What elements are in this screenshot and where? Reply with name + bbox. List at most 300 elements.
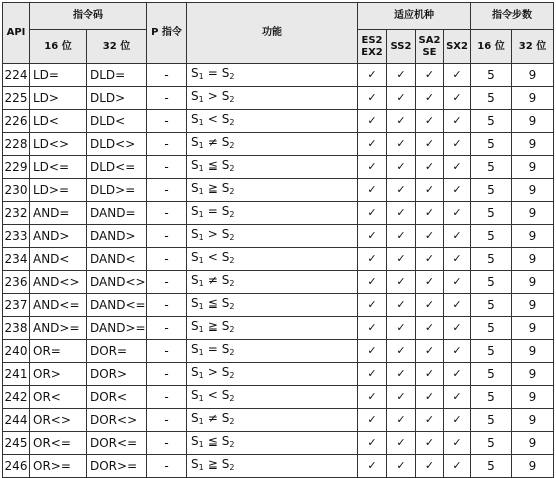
opcode-32bit-cell: DAND<=: [87, 294, 147, 317]
comparison-operator: =: [207, 66, 218, 80]
api-cell: 224: [3, 64, 30, 87]
steps-16bit-cell: 5: [471, 271, 512, 294]
check-es2-cell: ✓: [358, 432, 387, 455]
check-es2-cell: ✓: [358, 340, 387, 363]
header-steps-32bit: 32 位: [512, 30, 554, 64]
comparison-operator: =: [207, 342, 218, 356]
check-sa2-cell: ✓: [416, 64, 444, 87]
check-sa2-cell: ✓: [416, 87, 444, 110]
opcode-32bit-cell: DOR<>: [87, 409, 147, 432]
check-sx2-cell: ✓: [444, 271, 471, 294]
check-ss2-cell: ✓: [387, 202, 416, 225]
check-es2-cell: ✓: [358, 317, 387, 340]
function-cell: [187, 248, 358, 271]
check-ss2-cell: ✓: [387, 133, 416, 156]
check-ss2-cell: ✓: [387, 386, 416, 409]
p-instruction-cell: -: [147, 156, 187, 179]
operand-s1-subscript: 1: [198, 164, 204, 173]
check-sa2-cell: ✓: [416, 156, 444, 179]
header-model-es2-line2: EX2: [361, 46, 383, 58]
operand-s2: S: [221, 112, 230, 126]
api-cell: 233: [3, 225, 30, 248]
check-ss2-cell: ✓: [387, 432, 416, 455]
opcode-16bit-cell: LD<=: [30, 156, 87, 179]
check-sx2-cell: ✓: [444, 64, 471, 87]
header-model-es2: [358, 30, 387, 64]
steps-16bit-cell: 5: [471, 386, 512, 409]
operand-s1-subscript: 1: [198, 210, 204, 219]
opcode-16bit-cell: LD=: [30, 64, 87, 87]
check-ss2-cell: ✓: [387, 64, 416, 87]
opcode-32bit-cell: DLD<: [87, 110, 147, 133]
steps-32bit-cell: 9: [512, 110, 554, 133]
check-es2-cell: ✓: [358, 110, 387, 133]
steps-16bit-cell: 5: [471, 64, 512, 87]
operand-s2: S: [221, 319, 230, 333]
table-row: [3, 363, 554, 386]
opcode-32bit-cell: DOR<=: [87, 432, 147, 455]
opcode-32bit-cell: DOR<: [87, 386, 147, 409]
p-instruction-cell: -: [147, 133, 187, 156]
steps-32bit-cell: 9: [512, 156, 554, 179]
function-cell: [187, 386, 358, 409]
api-cell: 240: [3, 340, 30, 363]
table-row: [3, 294, 554, 317]
check-es2-cell: ✓: [358, 363, 387, 386]
opcode-32bit-cell: DAND<: [87, 248, 147, 271]
comparison-instruction-table: [2, 2, 554, 478]
function-cell: [187, 110, 358, 133]
check-es2-cell: ✓: [358, 156, 387, 179]
operand-s2: S: [221, 411, 230, 425]
check-sx2-cell: ✓: [444, 133, 471, 156]
check-sa2-cell: ✓: [416, 409, 444, 432]
operand-s1: S: [191, 457, 199, 471]
header-steps-16bit: 16 位: [471, 30, 512, 64]
operand-s1: S: [191, 296, 199, 310]
check-ss2-cell: ✓: [387, 110, 416, 133]
function-cell: [187, 133, 358, 156]
header-steps: 指令步数: [471, 3, 554, 30]
p-instruction-cell: -: [147, 87, 187, 110]
operand-s2: S: [221, 89, 230, 103]
check-sa2-cell: ✓: [416, 202, 444, 225]
table-row: [3, 64, 554, 87]
table-row: [3, 179, 554, 202]
operand-s1-subscript: 1: [198, 302, 204, 311]
steps-16bit-cell: 5: [471, 294, 512, 317]
header-model-sx2: SX2: [444, 30, 471, 64]
header-32bit: 32 位: [87, 30, 147, 64]
operand-s2: S: [221, 365, 230, 379]
operand-s1-subscript: 1: [198, 118, 204, 127]
opcode-16bit-cell: OR>: [30, 363, 87, 386]
check-sa2-cell: ✓: [416, 317, 444, 340]
steps-16bit-cell: 5: [471, 87, 512, 110]
check-sx2-cell: ✓: [444, 386, 471, 409]
opcode-32bit-cell: DLD>=: [87, 179, 147, 202]
operand-s1-subscript: 1: [198, 440, 204, 449]
operand-s1: S: [191, 273, 199, 287]
operand-s1: S: [191, 388, 199, 402]
check-es2-cell: ✓: [358, 455, 387, 478]
function-cell: [187, 202, 358, 225]
opcode-32bit-cell: DLD<=: [87, 156, 147, 179]
operand-s2: S: [221, 342, 230, 356]
table-row: [3, 271, 554, 294]
check-sx2-cell: ✓: [444, 248, 471, 271]
check-sa2-cell: ✓: [416, 271, 444, 294]
check-es2-cell: ✓: [358, 133, 387, 156]
check-ss2-cell: ✓: [387, 455, 416, 478]
steps-32bit-cell: 9: [512, 133, 554, 156]
operand-s2-subscript: 2: [229, 279, 235, 288]
check-es2-cell: ✓: [358, 386, 387, 409]
operand-s2: S: [221, 66, 230, 80]
function-cell: [187, 225, 358, 248]
api-cell: 236: [3, 271, 30, 294]
opcode-16bit-cell: OR<=: [30, 432, 87, 455]
comparison-operator: ≦: [207, 158, 218, 172]
opcode-32bit-cell: DAND=: [87, 202, 147, 225]
check-ss2-cell: ✓: [387, 156, 416, 179]
steps-16bit-cell: 5: [471, 317, 512, 340]
table-body: [3, 64, 554, 478]
check-ss2-cell: ✓: [387, 409, 416, 432]
opcode-16bit-cell: AND=: [30, 202, 87, 225]
operand-s1-subscript: 1: [198, 325, 204, 334]
operand-s1: S: [191, 89, 199, 103]
function-cell: [187, 432, 358, 455]
operand-s2-subscript: 2: [229, 141, 235, 150]
function-cell: [187, 317, 358, 340]
header-models: 适应机种: [358, 3, 471, 30]
operand-s2: S: [221, 250, 230, 264]
opcode-16bit-cell: AND>: [30, 225, 87, 248]
operand-s2-subscript: 2: [229, 187, 235, 196]
opcode-32bit-cell: DAND>=: [87, 317, 147, 340]
p-instruction-cell: -: [147, 64, 187, 87]
opcode-16bit-cell: AND>=: [30, 317, 87, 340]
check-ss2-cell: ✓: [387, 363, 416, 386]
operand-s1-subscript: 1: [198, 463, 204, 472]
comparison-operator: >: [207, 227, 218, 241]
function-cell: [187, 179, 358, 202]
operand-s2-subscript: 2: [229, 417, 235, 426]
operand-s1: S: [191, 112, 199, 126]
opcode-16bit-cell: OR<>: [30, 409, 87, 432]
opcode-16bit-cell: OR>=: [30, 455, 87, 478]
operand-s2-subscript: 2: [229, 233, 235, 242]
check-ss2-cell: ✓: [387, 340, 416, 363]
p-instruction-cell: -: [147, 340, 187, 363]
operand-s1: S: [191, 181, 199, 195]
steps-16bit-cell: 5: [471, 248, 512, 271]
check-sx2-cell: ✓: [444, 432, 471, 455]
check-sx2-cell: ✓: [444, 340, 471, 363]
opcode-16bit-cell: LD<>: [30, 133, 87, 156]
header-p-instruction: P 指令: [147, 3, 187, 64]
check-ss2-cell: ✓: [387, 271, 416, 294]
check-sx2-cell: ✓: [444, 455, 471, 478]
table-row: [3, 248, 554, 271]
p-instruction-cell: -: [147, 294, 187, 317]
api-cell: 238: [3, 317, 30, 340]
steps-16bit-cell: 5: [471, 409, 512, 432]
operand-s2-subscript: 2: [229, 118, 235, 127]
operand-s2-subscript: 2: [229, 72, 235, 81]
operand-s2-subscript: 2: [229, 325, 235, 334]
table-row: [3, 317, 554, 340]
operand-s1-subscript: 1: [198, 95, 204, 104]
comparison-operator: ≠: [207, 135, 218, 149]
api-cell: 241: [3, 363, 30, 386]
operand-s2-subscript: 2: [229, 371, 235, 380]
comparison-operator: >: [207, 365, 218, 379]
comparison-operator: >: [207, 89, 218, 103]
comparison-operator: =: [207, 204, 218, 218]
opcode-32bit-cell: DLD=: [87, 64, 147, 87]
operand-s1: S: [191, 135, 199, 149]
steps-32bit-cell: 9: [512, 340, 554, 363]
opcode-16bit-cell: LD>=: [30, 179, 87, 202]
steps-16bit-cell: 5: [471, 363, 512, 386]
header-function: 功能: [187, 3, 358, 64]
check-sx2-cell: ✓: [444, 110, 471, 133]
operand-s2-subscript: 2: [229, 394, 235, 403]
check-sa2-cell: ✓: [416, 455, 444, 478]
check-sx2-cell: ✓: [444, 202, 471, 225]
operand-s1-subscript: 1: [198, 256, 204, 265]
check-es2-cell: ✓: [358, 248, 387, 271]
comparison-operator: ≠: [207, 411, 218, 425]
api-cell: 242: [3, 386, 30, 409]
operand-s2: S: [221, 227, 230, 241]
steps-16bit-cell: 5: [471, 179, 512, 202]
check-sa2-cell: ✓: [416, 432, 444, 455]
steps-32bit-cell: 9: [512, 294, 554, 317]
p-instruction-cell: -: [147, 363, 187, 386]
table-row: [3, 432, 554, 455]
table-row: [3, 156, 554, 179]
p-instruction-cell: -: [147, 202, 187, 225]
check-ss2-cell: ✓: [387, 179, 416, 202]
steps-32bit-cell: 9: [512, 409, 554, 432]
steps-16bit-cell: 5: [471, 133, 512, 156]
p-instruction-cell: -: [147, 225, 187, 248]
comparison-operator: <: [207, 250, 218, 264]
operand-s2: S: [221, 296, 230, 310]
operand-s2-subscript: 2: [229, 256, 235, 265]
operand-s1-subscript: 1: [198, 394, 204, 403]
table-row: [3, 225, 554, 248]
api-cell: 225: [3, 87, 30, 110]
check-sa2-cell: ✓: [416, 133, 444, 156]
operand-s2: S: [221, 135, 230, 149]
function-cell: [187, 363, 358, 386]
operand-s2: S: [221, 273, 230, 287]
table-row: [3, 409, 554, 432]
steps-16bit-cell: 5: [471, 156, 512, 179]
table-row: [3, 133, 554, 156]
header-opcode: 指令码: [30, 3, 147, 30]
header-api: API: [3, 3, 30, 64]
header-model-es2-line1: ES2: [361, 34, 383, 46]
operand-s1: S: [191, 319, 199, 333]
steps-32bit-cell: 9: [512, 317, 554, 340]
api-cell: 232: [3, 202, 30, 225]
check-ss2-cell: ✓: [387, 225, 416, 248]
check-ss2-cell: ✓: [387, 248, 416, 271]
operand-s2: S: [221, 158, 230, 172]
header-model-sa2-line1: SA2: [418, 34, 441, 46]
opcode-32bit-cell: DAND<>: [87, 271, 147, 294]
check-es2-cell: ✓: [358, 294, 387, 317]
opcode-32bit-cell: DOR>=: [87, 455, 147, 478]
steps-16bit-cell: 5: [471, 455, 512, 478]
operand-s1: S: [191, 66, 199, 80]
operand-s1-subscript: 1: [198, 141, 204, 150]
check-es2-cell: ✓: [358, 202, 387, 225]
function-cell: [187, 340, 358, 363]
operand-s1-subscript: 1: [198, 233, 204, 242]
steps-32bit-cell: 9: [512, 179, 554, 202]
table-row: [3, 110, 554, 133]
operand-s2-subscript: 2: [229, 440, 235, 449]
operand-s1: S: [191, 227, 199, 241]
steps-32bit-cell: 9: [512, 64, 554, 87]
check-sa2-cell: ✓: [416, 363, 444, 386]
opcode-32bit-cell: DLD>: [87, 87, 147, 110]
operand-s2-subscript: 2: [229, 210, 235, 219]
check-sa2-cell: ✓: [416, 340, 444, 363]
instruction-table-container: [2, 2, 554, 478]
opcode-16bit-cell: AND<=: [30, 294, 87, 317]
check-es2-cell: ✓: [358, 225, 387, 248]
function-cell: [187, 294, 358, 317]
check-ss2-cell: ✓: [387, 317, 416, 340]
opcode-16bit-cell: AND<: [30, 248, 87, 271]
operand-s1-subscript: 1: [198, 279, 204, 288]
check-sa2-cell: ✓: [416, 179, 444, 202]
steps-32bit-cell: 9: [512, 386, 554, 409]
p-instruction-cell: -: [147, 455, 187, 478]
check-sx2-cell: ✓: [444, 179, 471, 202]
header-model-sa2-line2: SE: [422, 46, 437, 58]
p-instruction-cell: -: [147, 179, 187, 202]
operand-s1: S: [191, 204, 199, 218]
steps-16bit-cell: 5: [471, 110, 512, 133]
table-row: [3, 340, 554, 363]
steps-16bit-cell: 5: [471, 340, 512, 363]
api-cell: 228: [3, 133, 30, 156]
operand-s1-subscript: 1: [198, 187, 204, 196]
check-sx2-cell: ✓: [444, 317, 471, 340]
check-sx2-cell: ✓: [444, 294, 471, 317]
steps-32bit-cell: 9: [512, 202, 554, 225]
check-ss2-cell: ✓: [387, 87, 416, 110]
comparison-operator: ≦: [207, 434, 218, 448]
p-instruction-cell: -: [147, 386, 187, 409]
function-cell: [187, 271, 358, 294]
check-es2-cell: ✓: [358, 271, 387, 294]
api-cell: 229: [3, 156, 30, 179]
p-instruction-cell: -: [147, 317, 187, 340]
check-es2-cell: ✓: [358, 87, 387, 110]
api-cell: 246: [3, 455, 30, 478]
header-model-ss2: SS2: [387, 30, 416, 64]
table-row: [3, 87, 554, 110]
check-sa2-cell: ✓: [416, 294, 444, 317]
steps-32bit-cell: 9: [512, 87, 554, 110]
function-cell: [187, 156, 358, 179]
operand-s1: S: [191, 365, 199, 379]
function-cell: [187, 64, 358, 87]
p-instruction-cell: -: [147, 432, 187, 455]
check-es2-cell: ✓: [358, 409, 387, 432]
opcode-32bit-cell: DOR=: [87, 340, 147, 363]
opcode-16bit-cell: OR<: [30, 386, 87, 409]
check-sx2-cell: ✓: [444, 156, 471, 179]
table-row: [3, 386, 554, 409]
opcode-32bit-cell: DLD<>: [87, 133, 147, 156]
comparison-operator: ≧: [207, 181, 218, 195]
operand-s1: S: [191, 250, 199, 264]
steps-32bit-cell: 9: [512, 225, 554, 248]
steps-16bit-cell: 5: [471, 202, 512, 225]
operand-s1-subscript: 1: [198, 371, 204, 380]
comparison-operator: <: [207, 388, 218, 402]
p-instruction-cell: -: [147, 248, 187, 271]
operand-s2: S: [221, 388, 230, 402]
api-cell: 230: [3, 179, 30, 202]
steps-16bit-cell: 5: [471, 432, 512, 455]
api-cell: 234: [3, 248, 30, 271]
opcode-16bit-cell: LD<: [30, 110, 87, 133]
check-es2-cell: ✓: [358, 179, 387, 202]
api-cell: 245: [3, 432, 30, 455]
opcode-32bit-cell: DOR>: [87, 363, 147, 386]
table-row: [3, 455, 554, 478]
steps-32bit-cell: 9: [512, 455, 554, 478]
steps-32bit-cell: 9: [512, 271, 554, 294]
table-row: [3, 202, 554, 225]
api-cell: 226: [3, 110, 30, 133]
operand-s1: S: [191, 158, 199, 172]
check-sx2-cell: ✓: [444, 87, 471, 110]
operand-s1: S: [191, 434, 199, 448]
steps-16bit-cell: 5: [471, 225, 512, 248]
check-sa2-cell: ✓: [416, 110, 444, 133]
header-model-sa2: [416, 30, 444, 64]
steps-32bit-cell: 9: [512, 363, 554, 386]
operand-s2-subscript: 2: [229, 463, 235, 472]
p-instruction-cell: -: [147, 271, 187, 294]
operand-s2: S: [221, 204, 230, 218]
header-16bit: 16 位: [30, 30, 87, 64]
operand-s1-subscript: 1: [198, 72, 204, 81]
operand-s2-subscript: 2: [229, 164, 235, 173]
check-sa2-cell: ✓: [416, 225, 444, 248]
check-sa2-cell: ✓: [416, 386, 444, 409]
check-sx2-cell: ✓: [444, 409, 471, 432]
function-cell: [187, 455, 358, 478]
operand-s1-subscript: 1: [198, 417, 204, 426]
opcode-16bit-cell: OR=: [30, 340, 87, 363]
check-sx2-cell: ✓: [444, 363, 471, 386]
opcode-16bit-cell: LD>: [30, 87, 87, 110]
opcode-16bit-cell: AND<>: [30, 271, 87, 294]
